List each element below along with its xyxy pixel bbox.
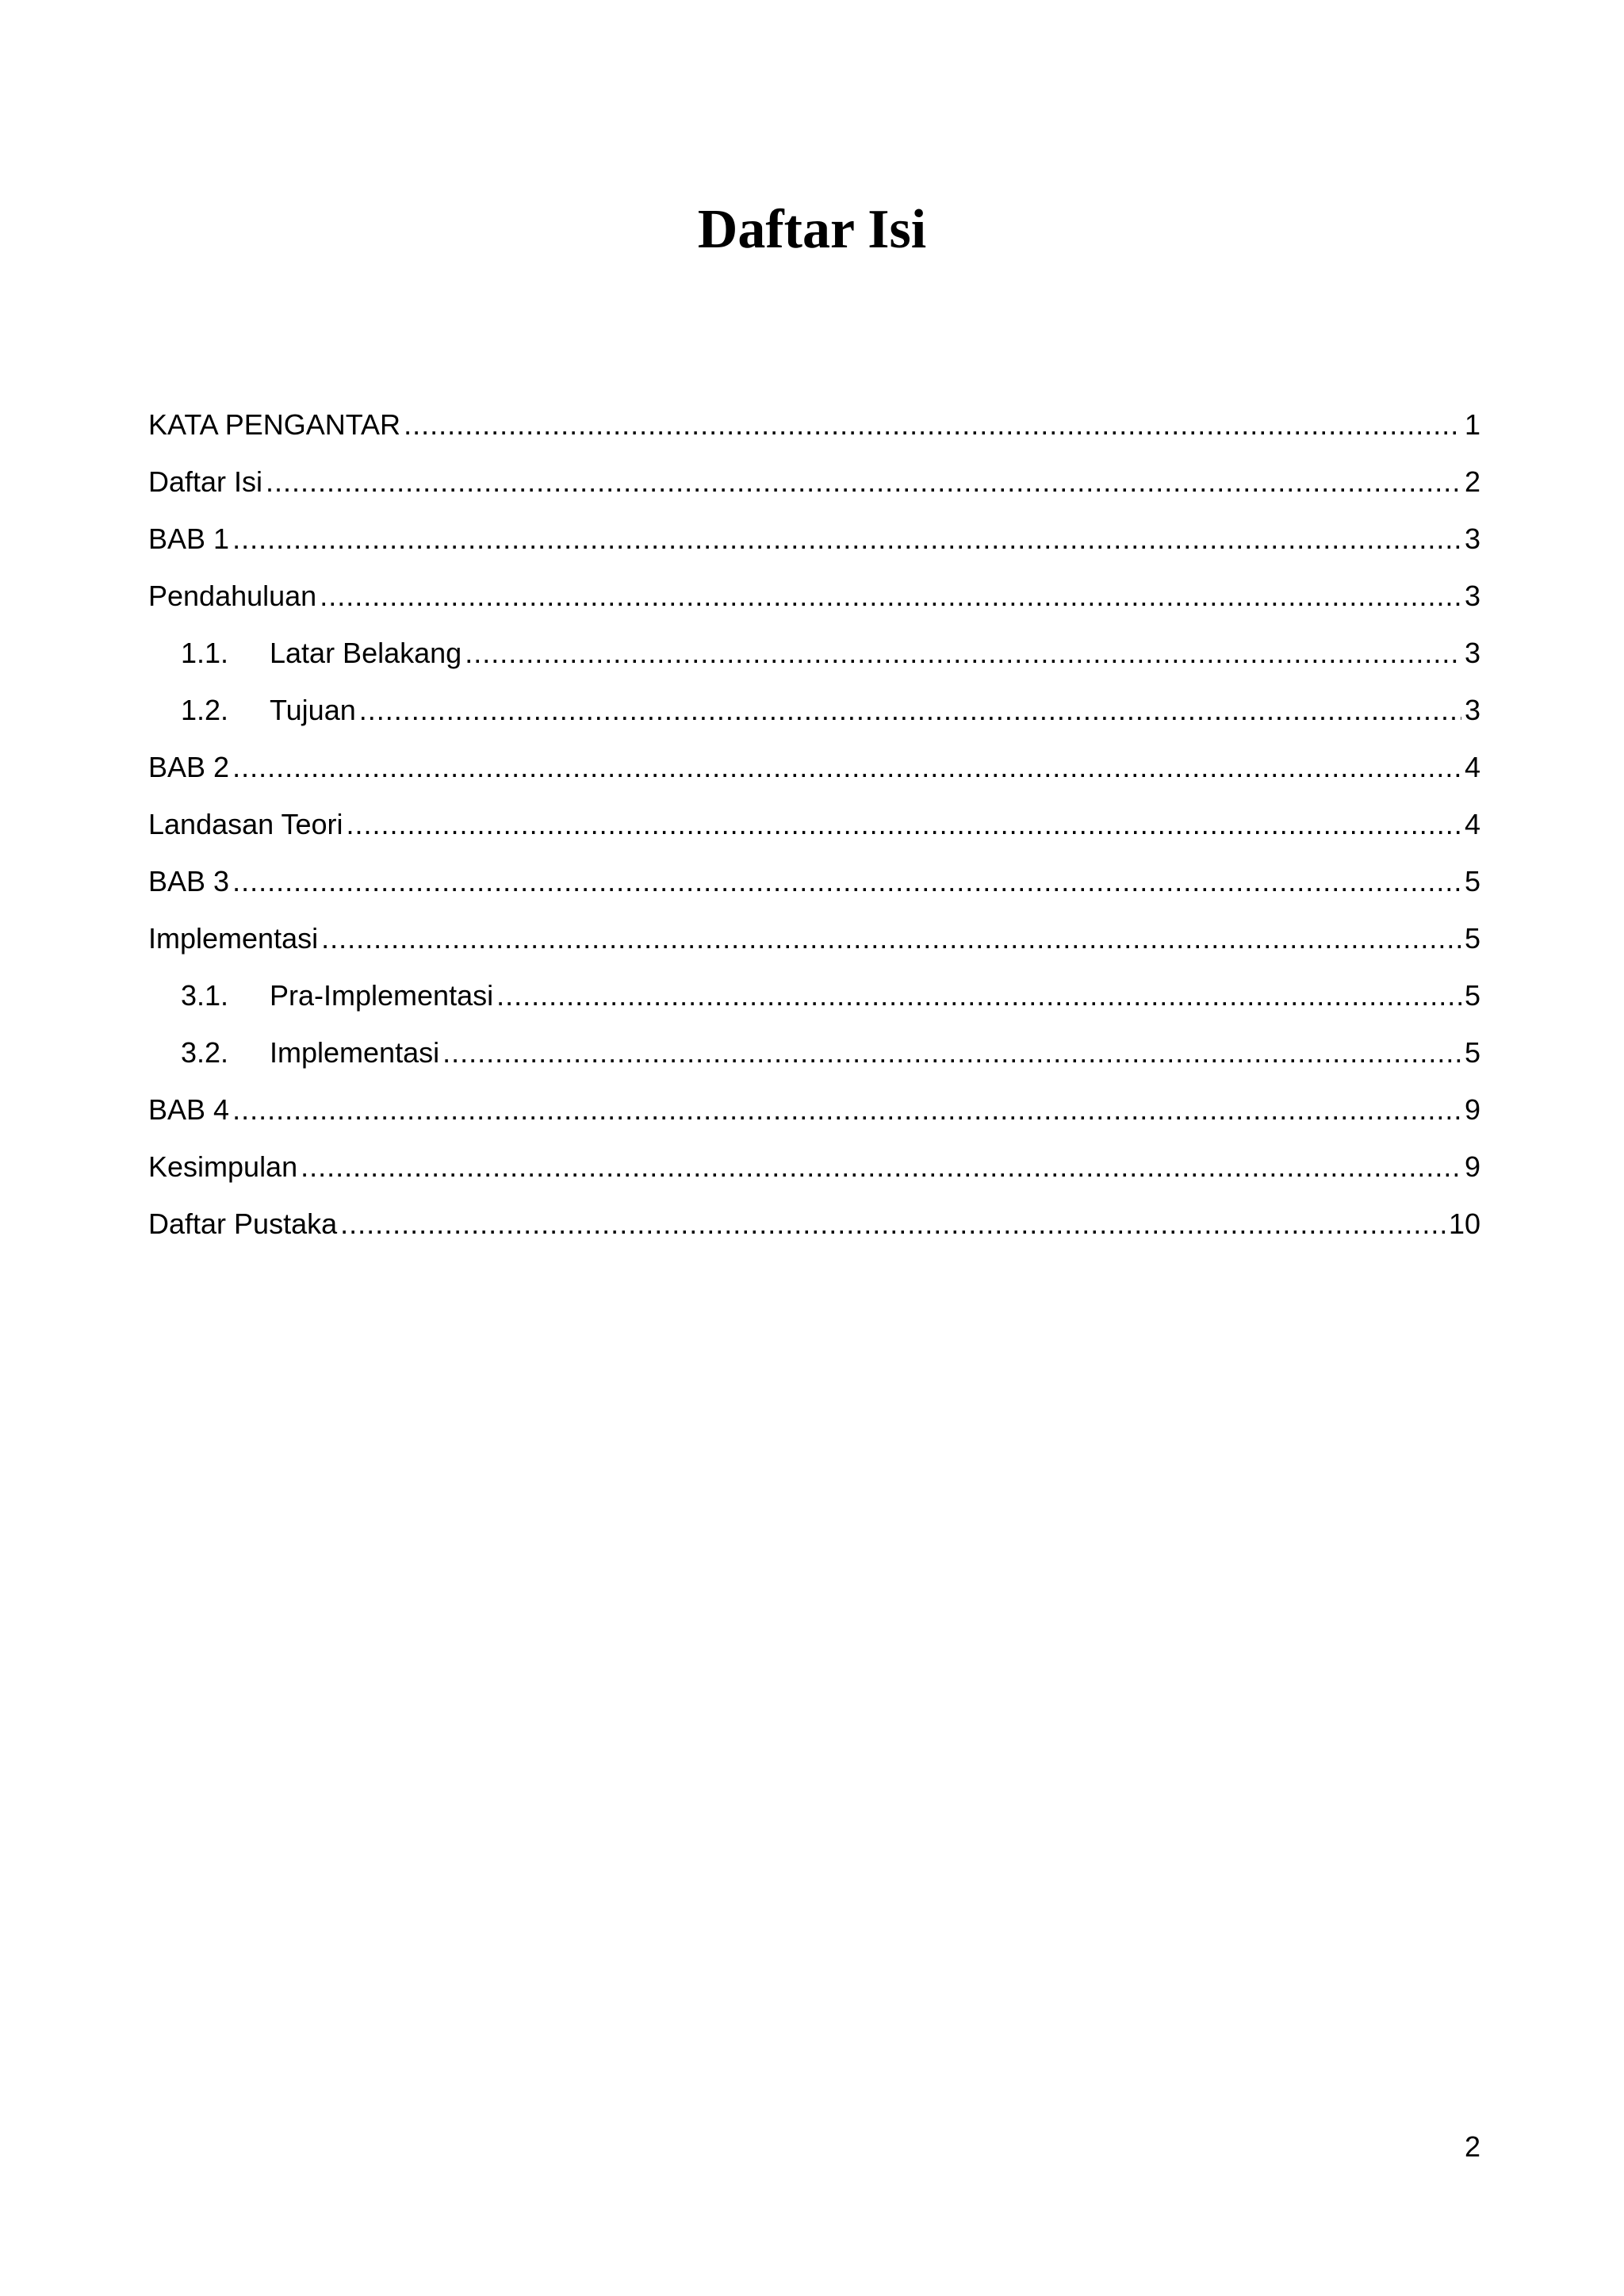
toc-dot-leader bbox=[465, 625, 1461, 682]
toc-entry-page: 1 bbox=[1464, 408, 1480, 441]
toc-entry-label: BAB 3 bbox=[148, 865, 230, 897]
toc-dot-leader bbox=[404, 396, 1461, 453]
toc-entry-label: Pendahuluan bbox=[148, 580, 317, 612]
toc-dot-leader bbox=[340, 1196, 1446, 1253]
toc-entry-page: 5 bbox=[1464, 979, 1480, 1012]
toc-dot-leader bbox=[320, 568, 1461, 625]
toc-entry-label: Implementasi bbox=[148, 922, 319, 955]
toc-entry-page: 5 bbox=[1464, 922, 1480, 955]
toc-entry-number: 1.2. bbox=[181, 694, 229, 726]
toc-dot-leader bbox=[442, 1024, 1461, 1081]
toc-entry-label: BAB 4 bbox=[148, 1093, 230, 1126]
toc-entry-label: Pra-Implementasi bbox=[270, 979, 494, 1012]
table-of-contents bbox=[148, 396, 1480, 1253]
toc-dot-leader bbox=[232, 1081, 1461, 1138]
toc-entry[interactable] bbox=[148, 511, 1480, 568]
toc-entry-label: BAB 2 bbox=[148, 751, 230, 783]
toc-entry-page: 9 bbox=[1464, 1093, 1480, 1126]
toc-entry-page: 9 bbox=[1464, 1150, 1480, 1183]
toc-entry-page: 4 bbox=[1464, 751, 1480, 783]
toc-entry-label: Daftar Pustaka bbox=[148, 1207, 338, 1240]
toc-subentry[interactable] bbox=[148, 967, 1480, 1024]
toc-entry[interactable] bbox=[148, 853, 1480, 910]
toc-entry-label: Kesimpulan bbox=[148, 1150, 298, 1183]
toc-dot-leader bbox=[496, 967, 1461, 1024]
toc-dot-leader bbox=[347, 796, 1461, 853]
toc-entry-page: 3 bbox=[1464, 694, 1480, 726]
toc-entry-number: 3.1. bbox=[181, 979, 229, 1012]
toc-dot-leader bbox=[266, 453, 1461, 511]
toc-entry-page: 4 bbox=[1464, 808, 1480, 840]
toc-dot-leader bbox=[232, 853, 1461, 910]
toc-entry[interactable] bbox=[148, 1196, 1480, 1253]
toc-entry-label: Tujuan bbox=[270, 694, 356, 726]
page-title: Daftar Isi bbox=[697, 199, 927, 260]
toc-entry[interactable] bbox=[148, 1138, 1480, 1196]
toc-entry[interactable] bbox=[148, 796, 1480, 853]
toc-entry[interactable] bbox=[148, 910, 1480, 967]
toc-entry-page: 3 bbox=[1464, 522, 1480, 555]
toc-entry[interactable] bbox=[148, 396, 1480, 453]
toc-entry[interactable] bbox=[148, 739, 1480, 796]
toc-entry-label: Latar Belakang bbox=[270, 637, 462, 669]
toc-entry-page: 5 bbox=[1464, 865, 1480, 897]
toc-entry-page: 3 bbox=[1464, 637, 1480, 669]
toc-entry-page: 5 bbox=[1464, 1036, 1480, 1069]
toc-entry-label: Daftar Isi bbox=[148, 465, 263, 498]
toc-entry[interactable] bbox=[148, 453, 1480, 511]
toc-dot-leader bbox=[301, 1138, 1461, 1196]
toc-entry-label: BAB 1 bbox=[148, 522, 230, 555]
toc-subentry[interactable] bbox=[148, 682, 1480, 739]
toc-entry-label: Landasan Teori bbox=[148, 808, 343, 840]
toc-entry-label: KATA PENGANTAR bbox=[148, 408, 401, 441]
toc-dot-leader bbox=[232, 739, 1461, 796]
toc-entry-page: 3 bbox=[1464, 580, 1480, 612]
toc-entry[interactable] bbox=[148, 568, 1480, 625]
toc-subentry[interactable] bbox=[148, 625, 1480, 682]
toc-entry-label: Implementasi bbox=[270, 1036, 440, 1069]
toc-dot-leader bbox=[232, 511, 1461, 568]
toc-subentry[interactable] bbox=[148, 1024, 1480, 1081]
page-number: 2 bbox=[1464, 2130, 1480, 2163]
toc-dot-leader bbox=[359, 682, 1461, 739]
toc-entry-page: 10 bbox=[1448, 1207, 1480, 1240]
toc-entry-number: 1.1. bbox=[181, 637, 229, 669]
toc-entry-page: 2 bbox=[1464, 465, 1480, 498]
toc-entry-number: 3.2. bbox=[181, 1036, 229, 1069]
toc-dot-leader bbox=[321, 910, 1461, 967]
toc-entry[interactable] bbox=[148, 1081, 1480, 1138]
